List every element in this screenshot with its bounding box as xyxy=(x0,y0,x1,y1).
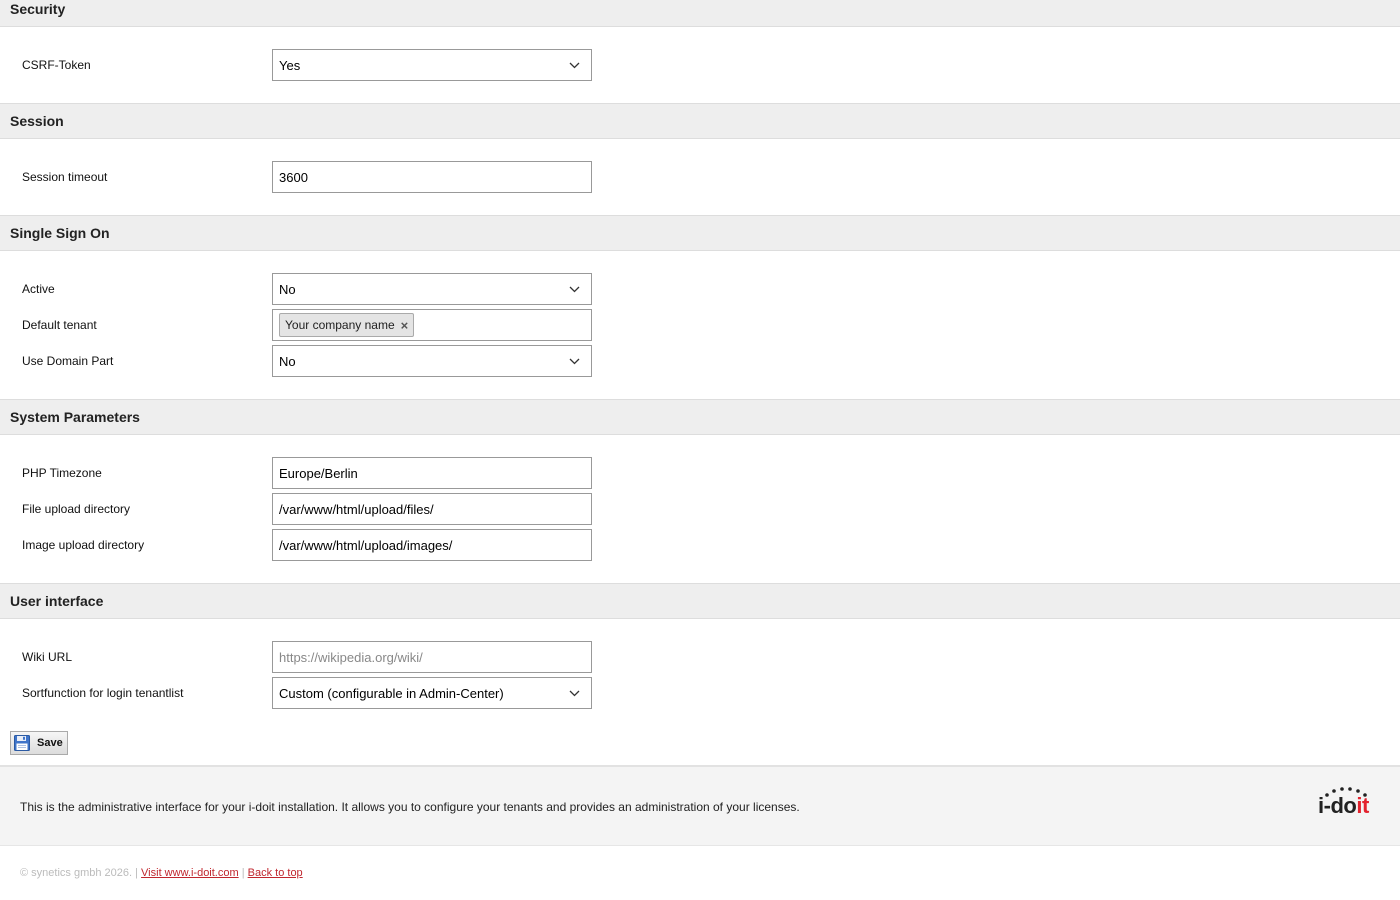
select-value: Custom (configurable in Admin-Center) xyxy=(279,685,504,701)
chevron-down-icon xyxy=(567,686,581,700)
tenant-tag-label: Your company name xyxy=(285,318,395,332)
save-button-label: Save xyxy=(37,737,63,749)
separator: | xyxy=(241,867,245,879)
visit-website-link[interactable]: Visit www.i-doit.com xyxy=(141,867,239,879)
form-row-file-dir xyxy=(0,493,1400,525)
section-title: Single Sign On xyxy=(10,225,110,241)
image-upload-dir-input[interactable] xyxy=(272,529,592,561)
footer-band xyxy=(0,765,1400,846)
sso-active-label: Active xyxy=(22,282,55,296)
default-tenant-multiselect[interactable] xyxy=(272,309,592,341)
section-title: Security xyxy=(10,1,66,17)
csrf-token-label: CSRF-Token xyxy=(22,58,91,72)
csrf-token-select[interactable] xyxy=(272,49,592,81)
section-header-system xyxy=(0,399,1400,435)
section-title: System Parameters xyxy=(10,409,140,425)
file-upload-dir-label: File upload directory xyxy=(22,502,131,516)
section-header-session xyxy=(0,103,1400,139)
floppy-disk-icon xyxy=(14,735,30,751)
footer-bottom-line xyxy=(20,867,303,879)
form-row-timezone xyxy=(0,457,1400,489)
session-timeout-label: Session timeout xyxy=(22,170,108,184)
footer-description: This is the administrative interface for your i-doit installation. It allows you to configure your tenants and provides an administration of your licenses. xyxy=(20,800,800,814)
chevron-down-icon xyxy=(567,282,581,296)
save-bar xyxy=(0,731,1400,765)
section-title: User interface xyxy=(10,593,104,609)
copyright-text: © synetics gmbh 2026. xyxy=(20,867,133,879)
form-row-session-timeout xyxy=(0,161,1400,193)
image-upload-dir-label: Image upload directory xyxy=(22,538,145,552)
remove-tag-icon[interactable]: × xyxy=(400,317,409,333)
separator: | xyxy=(135,867,138,879)
save-button[interactable] xyxy=(10,731,68,755)
select-value: No xyxy=(279,281,296,297)
back-to-top-link[interactable]: Back to top xyxy=(247,867,303,879)
section-body-ui xyxy=(0,619,1400,731)
default-tenant-label: Default tenant xyxy=(22,318,97,332)
domain-part-label: Use Domain Part xyxy=(22,354,114,368)
form-row-wiki-url xyxy=(0,641,1400,673)
wiki-url-label: Wiki URL xyxy=(22,650,72,664)
section-body-sso xyxy=(0,251,1400,399)
sortfunction-select[interactable] xyxy=(272,677,592,709)
form-row-image-dir xyxy=(0,529,1400,561)
logo-wordmark: i-doit xyxy=(1318,793,1369,818)
domain-part-select[interactable] xyxy=(272,345,592,377)
section-body-system xyxy=(0,435,1400,583)
i-doit-logo xyxy=(1318,787,1380,817)
session-timeout-input[interactable] xyxy=(272,161,592,193)
form-row-csrf xyxy=(0,49,1400,81)
sso-active-select[interactable] xyxy=(272,273,592,305)
tenant-tag xyxy=(279,313,414,337)
section-header-sso xyxy=(0,215,1400,251)
sortfunction-label: Sortfunction for login tenantlist xyxy=(22,686,184,700)
form-row-domain-part xyxy=(0,345,1400,377)
form-row-default-tenant xyxy=(0,309,1400,341)
file-upload-dir-input[interactable] xyxy=(272,493,592,525)
section-body-session xyxy=(0,139,1400,215)
section-header-ui xyxy=(0,583,1400,619)
section-body-security xyxy=(0,27,1400,103)
timezone-label: PHP Timezone xyxy=(22,466,102,480)
chevron-down-icon xyxy=(567,354,581,368)
timezone-input[interactable] xyxy=(272,457,592,489)
select-value: Yes xyxy=(279,57,301,73)
chevron-down-icon xyxy=(567,58,581,72)
section-title: Session xyxy=(10,113,64,129)
form-row-sortfunction xyxy=(0,677,1400,709)
form-row-sso-active xyxy=(0,273,1400,305)
section-header-security xyxy=(0,0,1400,27)
select-value: No xyxy=(279,353,296,369)
wiki-url-input[interactable] xyxy=(272,641,592,673)
